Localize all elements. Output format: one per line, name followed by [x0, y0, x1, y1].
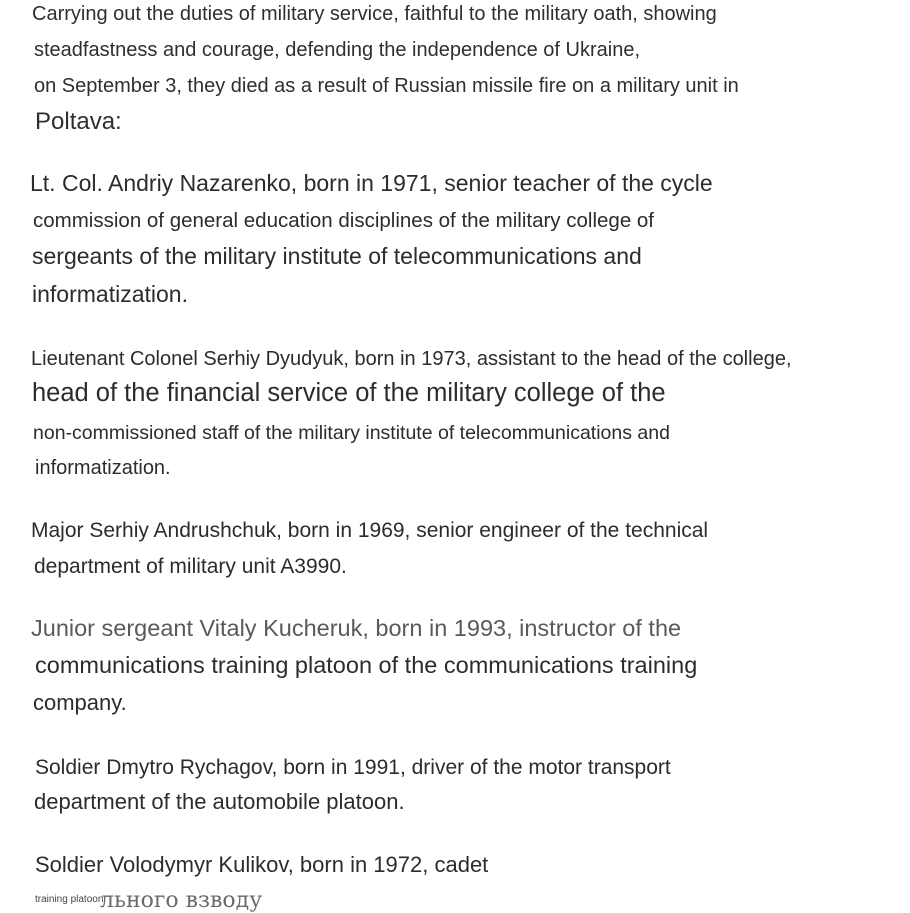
entry-nazarenko-line-2: commission of general education disciplines of the military college of	[33, 209, 655, 232]
entry-nazarenko-line-4: informatization.	[32, 281, 188, 307]
intro-line-3: on September 3, they died as a result of Russian missile fire on a military unit in	[34, 75, 739, 97]
intro-line-2: steadfastness and courage, defending the independence of Ukraine,	[34, 39, 640, 61]
footer-ghost-text: льного взводу	[100, 888, 263, 913]
entry-kucheruk-line-3: company.	[33, 690, 127, 715]
footer-small-label: training platoon	[35, 894, 104, 905]
entry-dyudyuk-line-4: informatization.	[35, 457, 171, 479]
entry-andrushchuk-line-1: Major Serhiy Andrushchuk, born in 1969, senior engineer of the technical	[31, 519, 709, 542]
entry-nazarenko-line-1: Lt. Col. Andriy Nazarenko, born in 1971, senior teacher of the cycle	[30, 170, 713, 196]
intro-line-4: Poltava:	[35, 108, 122, 135]
entry-kucheruk-line-2: communications training platoon of the communications training	[35, 652, 698, 678]
entry-kulikov-line-1: Soldier Volodymyr Kulikov, born in 1972, cadet	[35, 852, 489, 877]
entry-nazarenko-line-3: sergeants of the military institute of telecommunications and	[32, 243, 642, 269]
entry-rychagov-line-2: department of the automobile platoon.	[34, 789, 405, 814]
entry-rychagov-line-1: Soldier Dmytro Rychagov, born in 1991, driver of the motor transport	[35, 756, 671, 779]
entry-dyudyuk-line-1: Lieutenant Colonel Serhiy Dyudyuk, born in 1973, assistant to the head of the college,	[31, 348, 792, 370]
entry-andrushchuk-line-2: department of military unit A3990.	[34, 555, 347, 578]
entry-dyudyuk-line-3: non-commissioned staff of the military institute of telecommunications and	[33, 422, 670, 444]
entry-dyudyuk-line-2: head of the financial service of the military college of the	[32, 379, 666, 407]
entry-kucheruk-line-1: Junior sergeant Vitaly Kucheruk, born in 1993, instructor of the	[31, 615, 682, 641]
intro-line-1: Carrying out the duties of military service, faithful to the military oath, showing	[32, 3, 717, 25]
